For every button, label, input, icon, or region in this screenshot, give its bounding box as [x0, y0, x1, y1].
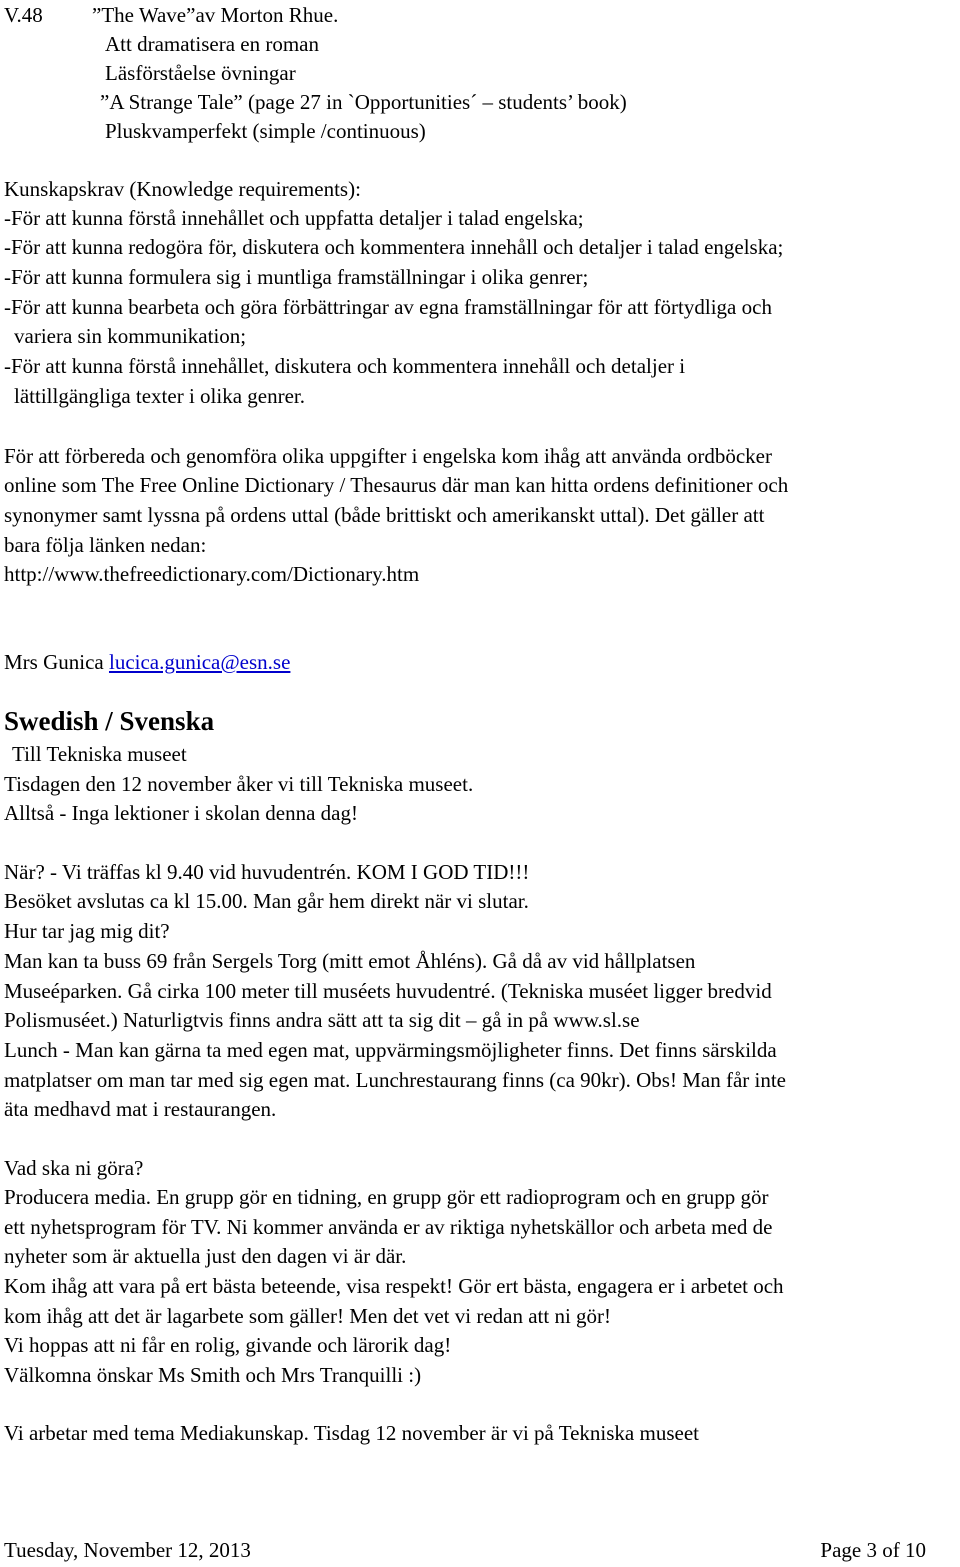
requirement-line: -För att kunna redogöra för, diskutera och kommentera innehåll och detaljer i talad engelska; [4, 235, 784, 259]
swedish-line: äta medhavd mat i restaurangen. [4, 1097, 277, 1121]
dictionary-url: http://www.thefreedictionary.com/Dictionary.htm [4, 562, 420, 586]
requirements-title: Kunskapskrav (Knowledge requirements): [4, 177, 361, 201]
footer-date: Tuesday, November 12, 2013 [4, 1538, 251, 1562]
swedish-line: Hur tar jag mig dit? [4, 919, 170, 943]
book-title-line: ”The Wave”av Morton Rhue. [92, 3, 339, 27]
teacher-name: Mrs Gunica [4, 650, 104, 674]
dictionary-paragraph-line: synonymer samt lyssna på ordens uttal (både brittiskt och amerikanskt uttal). Det gäller att [4, 503, 765, 527]
swedish-subheading: Till Tekniska museet [12, 742, 187, 766]
swedish-line: Välkomna önskar Ms Smith och Mrs Tranquilli :) [4, 1363, 422, 1387]
swedish-line: kom ihåg att det är lagarbete som gäller! Men det vet vi redan att ni gör! [4, 1304, 612, 1328]
swedish-line: Lunch - Man kan gärna ta med egen mat, uppvärmingsmöjligheter finns. Det finns särskilda [4, 1038, 777, 1062]
swedish-line: Museéparken. Gå cirka 100 meter till muséets huvudentré. (Tekniska muséet ligger bredvid [4, 979, 772, 1003]
swedish-line: matplatser om man tar med sig egen mat. Lunchrestaurang finns (ca 90kr). Obs! Man får inte [4, 1068, 786, 1092]
swedish-heading: Swedish / Svenska [4, 706, 215, 736]
dictionary-paragraph-line: online som The Free Online Dictionary / Thesaurus där man kan hitta ordens definitioner och [4, 473, 789, 497]
swedish-line: Kom ihåg att vara på ert bästa beteende, visa respekt! Gör ert bästa, engagera er i arbetet och [4, 1274, 784, 1298]
swedish-line: Vi hoppas att ni får en rolig, givande och lärorik dag! [4, 1333, 452, 1357]
requirement-line: variera sin kommunikation; [14, 324, 247, 348]
requirement-line: -För att kunna bearbeta och göra förbättringar av egna framställningar för att förtydliga och [4, 295, 772, 319]
email-link[interactable]: lucica.gunica@esn.se [108, 650, 291, 674]
requirement-line: -För att kunna förstå innehållet, diskutera och kommentera innehåll och detaljer i [4, 354, 686, 378]
section-number: V.48 [4, 3, 43, 27]
swedish-line: Man kan ta buss 69 från Sergels Torg (mitt emot Åhléns). Gå då av vid hållplatsen [4, 949, 696, 973]
header-line: Att dramatisera en roman [105, 32, 319, 56]
swedish-line: Tisdagen den 12 november åker vi till Tekniska museet. [4, 772, 474, 796]
dictionary-paragraph-line: bara följa länken nedan: [4, 533, 207, 557]
requirement-line: -För att kunna formulera sig i muntliga framställningar i olika genrer; [4, 265, 589, 289]
requirement-line: -För att kunna förstå innehållet och uppfatta detaljer i talad engelska; [4, 206, 584, 230]
swedish-line: Alltså - Inga lektioner i skolan denna dag! [4, 801, 358, 825]
requirement-line: lättillgängliga texter i olika genrer. [14, 384, 305, 408]
header-line: Pluskvamperfekt (simple /continuous) [105, 119, 426, 143]
footer-page-number: Page 3 of 10 [820, 1538, 926, 1562]
contact-line [4, 650, 290, 674]
swedish-line: Vad ska ni göra? [4, 1156, 144, 1180]
header-line: ”A Strange Tale” (page 27 in `Opportunities´ – students’ book) [100, 90, 627, 114]
swedish-line: ett nyhetsprogram för TV. Ni kommer använda er av riktiga nyhetskällor och arbeta med de [4, 1215, 773, 1239]
swedish-line: Producera media. En grupp gör en tidning, en grupp gör ett radioprogram och en grupp gör [4, 1185, 769, 1209]
swedish-line: När? - Vi träffas kl 9.40 vid huvudentrén. KOM I GOD TID!!! [4, 860, 530, 884]
dictionary-paragraph-line: För att förbereda och genomföra olika uppgifter i engelska kom ihåg att använda ordböcker [4, 444, 772, 468]
swedish-line: Vi arbetar med tema Mediakunskap. Tisdag 12 november är vi på Tekniska museet [4, 1421, 699, 1445]
header-line: Läsförståelse övningar [105, 61, 296, 85]
swedish-line: Polismuséet.) Naturligtvis finns andra sätt att ta sig dit – gå in på www.sl.se [4, 1008, 640, 1032]
swedish-line: nyheter som är aktuella just den dagen vi är där. [4, 1244, 407, 1268]
swedish-line: Besöket avslutas ca kl 15.00. Man går hem direkt när vi slutar. [4, 889, 529, 913]
